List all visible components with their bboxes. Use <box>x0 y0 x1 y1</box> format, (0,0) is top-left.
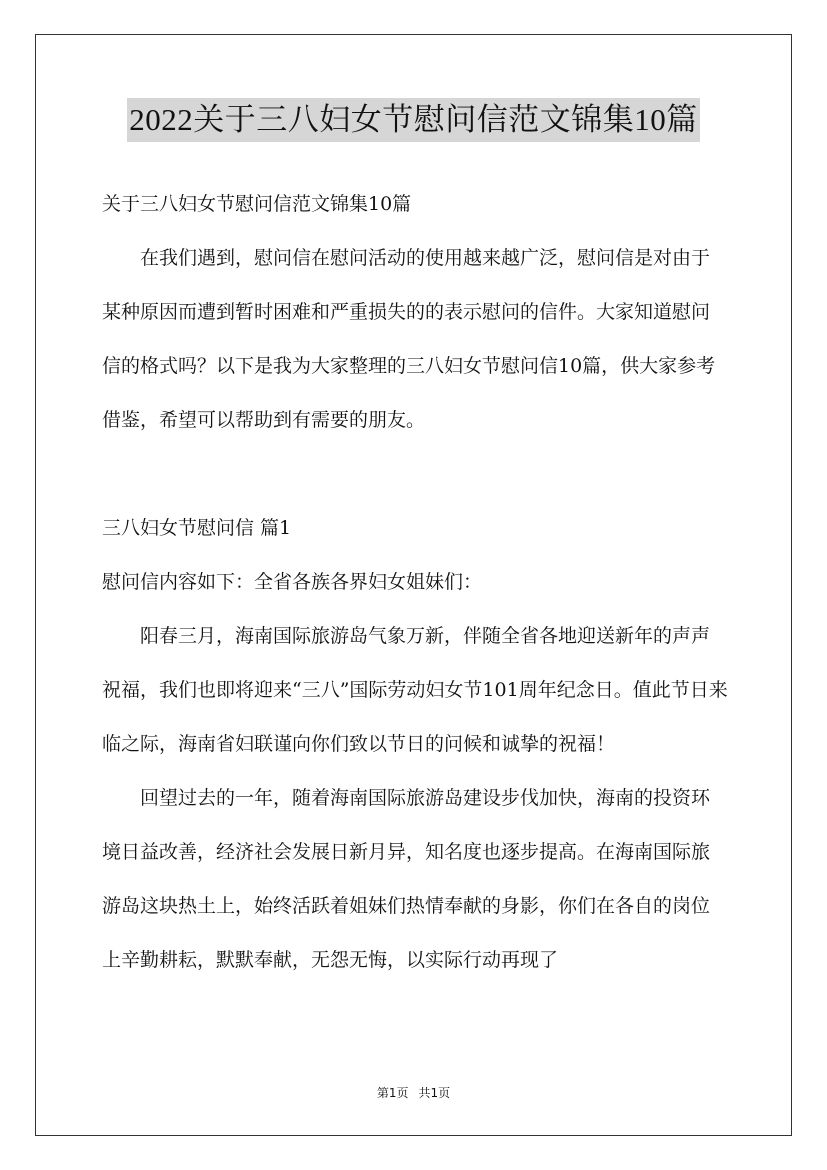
page-total: 共1页 <box>418 1086 451 1100</box>
intro-paragraph: 在我们遇到，慰问信在慰问活动的使用越来越广泛，慰问信是对由于某种原因而遭到暂时困难和严重损失的的表示慰问的信件。大家知道慰问信的格式吗？以下是我为大家整理的三八妇女节慰问信10篇，供大家参考借鉴，希望可以帮助到有需要的朋友。 <box>102 247 716 431</box>
document-subtitle: 关于三八妇女节慰问信范文锦集10篇 <box>102 193 412 215</box>
document-body <box>102 177 728 987</box>
document-title-block <box>0 98 827 142</box>
document-title: 2022关于三八妇女节慰问信范文锦集10篇 <box>127 98 700 142</box>
page-footer <box>0 1084 827 1101</box>
letter-opening: 慰问信内容如下：全省各族各界妇女姐妹们： <box>102 571 483 593</box>
letter-paragraph-1: 阳春三月，海南国际旅游岛气象万新，伴随全省各地迎送新年的声声祝福，我们也即将迎来“三八”国际劳动妇女节101周年纪念日。值此节日来临之际，海南省妇联谨向你们致以节日的问候和诚挚的祝福！ <box>102 625 728 755</box>
letter-paragraph-2: 回望过去的一年，随着海南国际旅游岛建设步伐加快，海南的投资环境日益改善，经济社会发展日新月异，知名度也逐步提高。在海南国际旅游岛这块热土上，始终活跃着姐妹们热情奉献的身影，你们在各自的岗位上辛勤耕耘，默默奉献，无怨无悔，以实际行动再现了 <box>102 787 711 971</box>
paragraph-gap <box>102 447 728 501</box>
page-number: 第1页 <box>376 1086 409 1100</box>
section-heading: 三八妇女节慰问信 篇1 <box>102 517 292 539</box>
